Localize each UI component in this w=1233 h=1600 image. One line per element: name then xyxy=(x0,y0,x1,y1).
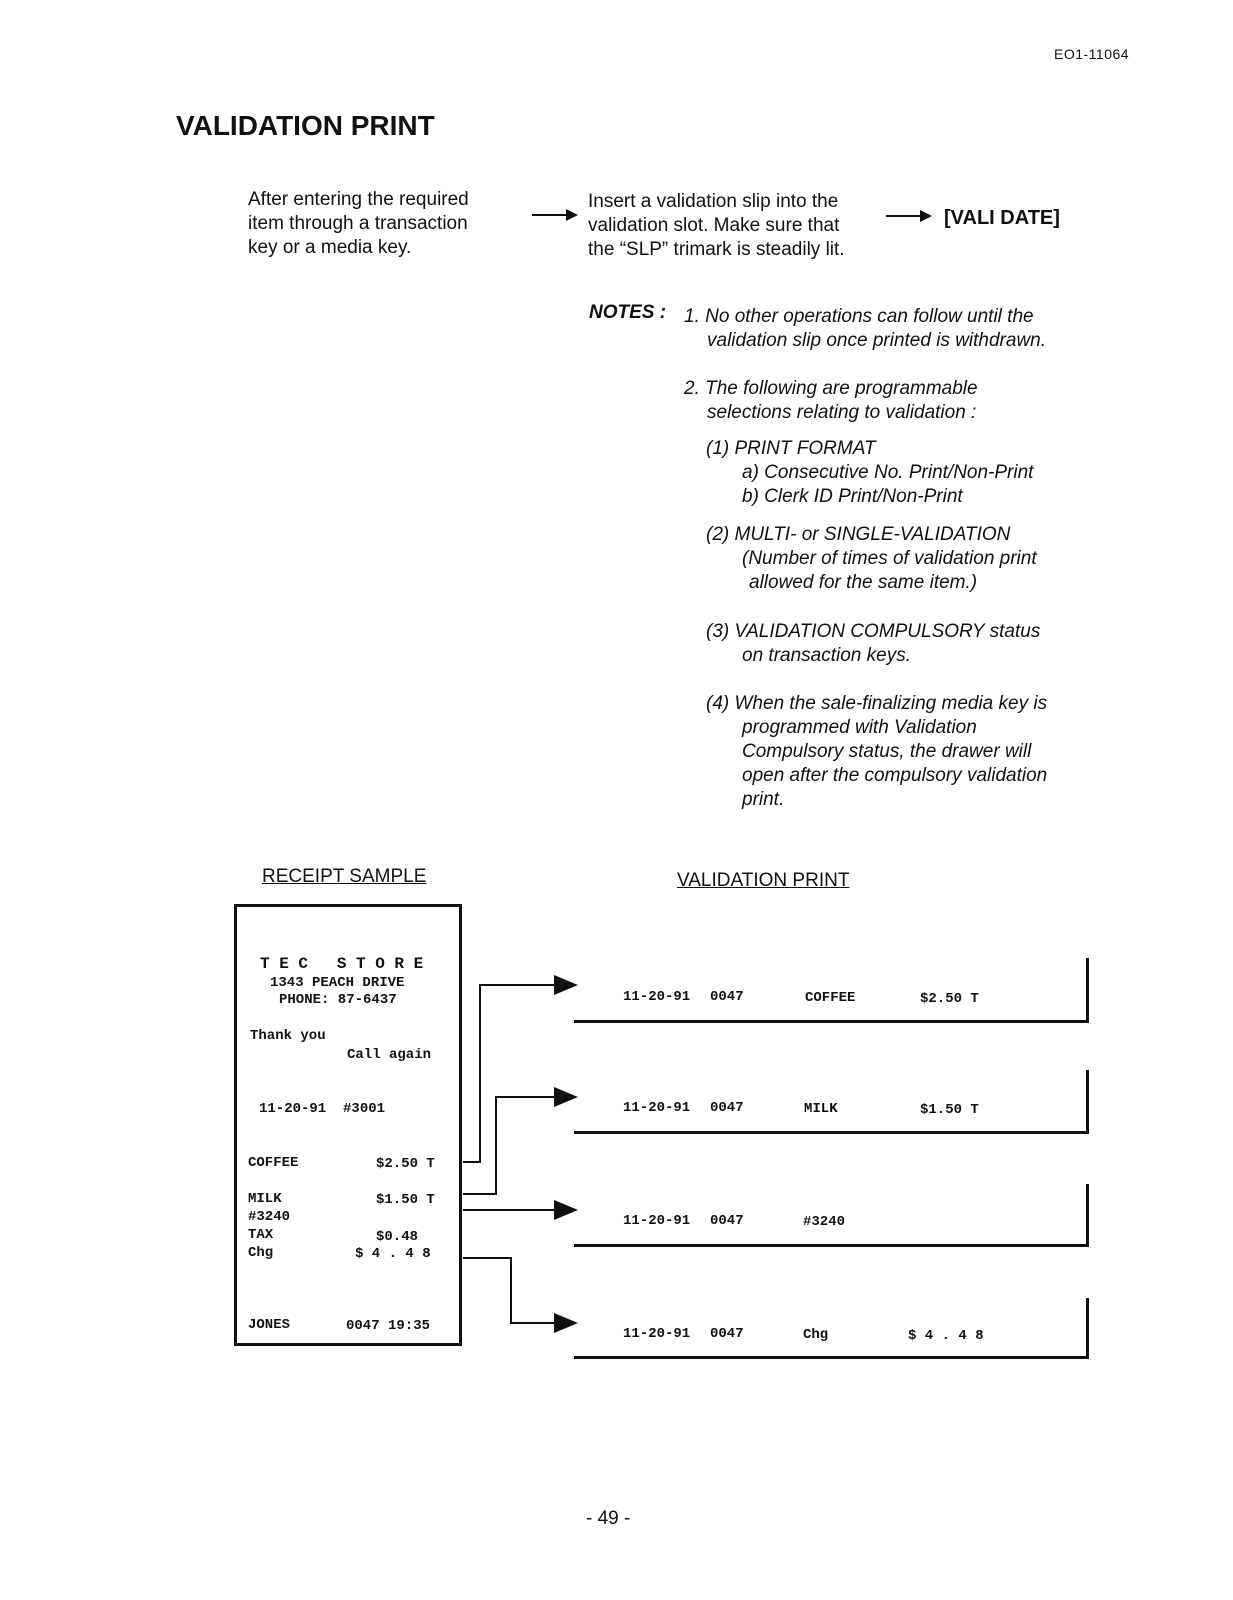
receipt-item-name: COFFEE xyxy=(248,1155,299,1171)
receipt-clerk: JONES xyxy=(248,1317,291,1333)
receipt-thanks: Thank you xyxy=(250,1028,326,1044)
vp-item: Chg xyxy=(803,1327,829,1343)
slip-edge xyxy=(574,1356,1089,1359)
receipt-item-amount: $1.50 T xyxy=(376,1192,435,1208)
vp-seq: 0047 xyxy=(710,1213,744,1229)
note-1-line: 1. No other operations can follow until the xyxy=(684,306,1034,327)
sub-2-line: (Number of times of validation print xyxy=(742,548,1037,569)
vp-item: COFFEE xyxy=(805,990,856,1006)
receipt-item-name: TAX xyxy=(248,1227,274,1243)
note-2-line: selections relating to validation : xyxy=(707,402,977,423)
receipt-item-amount: $ 4 . 4 8 xyxy=(355,1246,431,1262)
slip-edge xyxy=(574,1020,1089,1023)
document-id: EO1-11064 xyxy=(1054,46,1130,62)
receipt-call-again: Call again xyxy=(347,1047,432,1063)
vp-amount: $2.50 T xyxy=(920,991,979,1007)
vali-date-key: [VALI DATE] xyxy=(944,207,1060,229)
flow-step-1-line: After entering the required xyxy=(248,189,469,210)
notes-label: NOTES : xyxy=(589,302,667,323)
receipt-item-amount: $0.48 xyxy=(376,1229,419,1245)
slip-edge xyxy=(1086,1184,1089,1247)
vp-item: MILK xyxy=(804,1101,838,1117)
connector-coffee xyxy=(463,985,576,1162)
vp-amount: $ 4 . 4 8 xyxy=(908,1328,984,1344)
sub-2-line: (2) MULTI- or SINGLE-VALIDATION xyxy=(706,524,1011,545)
sub-1-line: b) Clerk ID Print/Non-Print xyxy=(742,486,963,507)
page-number: - 49 - xyxy=(586,1508,631,1529)
note-1-line: validation slip once printed is withdrawn. xyxy=(707,330,1047,351)
vp-date: 11-20-91 xyxy=(623,1100,691,1116)
slip-edge xyxy=(1086,958,1089,1023)
flow-step-1-line: item through a transaction xyxy=(248,213,468,234)
sub-1-line: (1) PRINT FORMAT xyxy=(706,438,876,459)
receipt-footer-info: 0047 19:35 xyxy=(346,1318,431,1334)
flow-step-2-line: validation slot. Make sure that xyxy=(588,215,840,236)
page-title: VALIDATION PRINT xyxy=(176,110,435,141)
sub-4-line: (4) When the sale-finalizing media key is xyxy=(706,693,1048,714)
vp-amount: $1.50 T xyxy=(920,1102,979,1118)
receipt-store-name: T E C S T O R E xyxy=(260,955,424,973)
flow-step-2-line: Insert a validation slip into the xyxy=(588,191,839,212)
receipt-item-amount: $2.50 T xyxy=(376,1156,435,1172)
receipt-item-name: Chg xyxy=(248,1245,274,1261)
vp-seq: 0047 xyxy=(710,1100,744,1116)
sub-3-line: on transaction keys. xyxy=(742,645,911,666)
sub-3-line: (3) VALIDATION COMPULSORY status xyxy=(706,621,1041,642)
receipt-address: 1343 PEACH DRIVE xyxy=(270,975,405,991)
vp-date: 11-20-91 xyxy=(623,989,691,1005)
slip-edge xyxy=(1086,1298,1089,1359)
connector-chg xyxy=(463,1258,576,1323)
receipt-item-name: #3240 xyxy=(248,1209,291,1225)
slip-edge xyxy=(574,1131,1089,1134)
sub-4-line: print. xyxy=(742,789,785,810)
receipt-sample-caption: RECEIPT SAMPLE xyxy=(262,866,427,887)
flow-step-2-line: the “SLP” trimark is steadily lit. xyxy=(588,239,845,260)
validation-print-caption: VALIDATION PRINT xyxy=(677,870,850,891)
sub-4-line: programmed with Validation xyxy=(742,717,977,738)
sub-4-line: open after the compulsory validation xyxy=(742,765,1048,786)
sub-2-line: allowed for the same item.) xyxy=(749,572,978,593)
flow-step-1-line: key or a media key. xyxy=(248,237,412,258)
receipt-item-name: MILK xyxy=(248,1191,282,1207)
slip-edge xyxy=(574,1244,1089,1247)
sub-4-line: Compulsory status, the drawer will xyxy=(742,741,1032,762)
vp-seq: 0047 xyxy=(710,1326,744,1342)
receipt-phone: PHONE: 87-6437 xyxy=(279,992,397,1008)
note-2-line: 2. The following are programmable xyxy=(684,378,978,399)
vp-item: #3240 xyxy=(803,1214,846,1230)
sub-1-line: a) Consecutive No. Print/Non-Print xyxy=(742,462,1034,483)
receipt-date-line: 11-20-91 #3001 xyxy=(259,1101,386,1117)
vp-seq: 0047 xyxy=(710,989,744,1005)
slip-edge xyxy=(1086,1070,1089,1134)
vp-date: 11-20-91 xyxy=(623,1213,691,1229)
vp-date: 11-20-91 xyxy=(623,1326,691,1342)
